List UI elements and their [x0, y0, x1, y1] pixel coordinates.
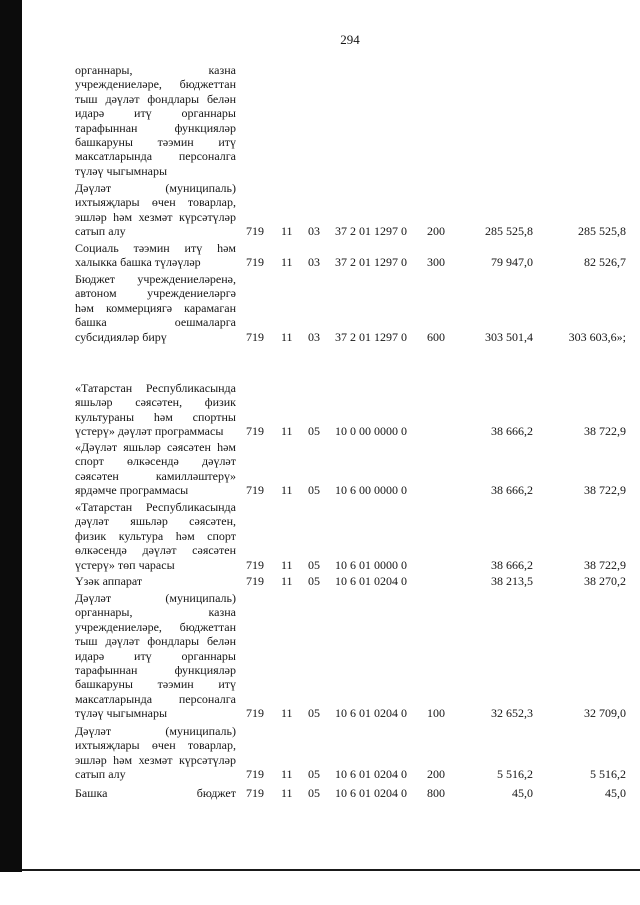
expense-type-code: 800	[427, 786, 445, 800]
expense-type-code: 300	[427, 255, 445, 270]
target-article-code: 10 6 01 0204 0	[335, 786, 407, 800]
description-line: ихтыяҗлары өчен товарлар,	[75, 738, 236, 753]
subsection-code: 05	[308, 767, 320, 782]
description-line: Дәүләт (муниципаль)	[75, 591, 236, 605]
description-line: физик культура һәм спорт	[75, 528, 236, 543]
section-code: 11	[281, 557, 293, 572]
target-article-code: 10 6 00 0000 0	[335, 483, 407, 498]
table-row	[0, 724, 640, 782]
amount-year-1: 38 213,5	[491, 574, 533, 588]
description-line: Социаль тәэмин итү һәм	[75, 241, 236, 255]
subsection-code: 05	[308, 706, 320, 721]
subsection-code: 05	[308, 424, 320, 439]
amount-year-2: 38 270,2	[584, 574, 626, 588]
table-row	[0, 272, 640, 344]
description-line: түләү чыгымнары	[75, 163, 168, 178]
amount-year-2: 38 722,9	[584, 424, 626, 439]
target-article-code: 37 2 01 1297 0	[335, 329, 407, 344]
amount-year-1: 38 666,2	[491, 424, 533, 439]
amount-year-1: 38 666,2	[491, 557, 533, 572]
target-article-code: 10 6 01 0204 0	[335, 706, 407, 721]
description-line: өлкәсендә дәүләт сәясәтен	[75, 543, 236, 558]
description-line: тыш дәүләт фондлары белән	[75, 91, 236, 106]
expense-type-code: 100	[427, 706, 445, 721]
table-row	[0, 786, 640, 800]
row-description	[75, 241, 236, 270]
target-article-code: 37 2 01 1297 0	[335, 224, 407, 239]
description-line: башкаруны тәэмин итү	[75, 677, 236, 692]
amount-year-2: 45,0	[605, 786, 626, 800]
amount-year-1: 285 525,8	[485, 224, 533, 239]
description-line: халыкка башка түләүләр	[75, 255, 201, 270]
expense-type-code: 200	[427, 224, 445, 239]
description-line: Дәүләт (муниципаль)	[75, 181, 236, 195]
section-code: 11	[281, 786, 293, 800]
subsection-code: 03	[308, 255, 320, 270]
amount-year-2: 32 709,0	[584, 706, 626, 721]
table-row	[0, 500, 640, 572]
description-line: сәясәтен камилләштерү»	[75, 468, 236, 483]
table-row	[0, 591, 640, 721]
description-line: үстерү» төп чарасы	[75, 557, 175, 572]
description-line: автоном учреждениеләргә	[75, 286, 236, 301]
amount-year-1: 79 947,0	[491, 255, 533, 270]
description-line: сатып алу	[75, 224, 126, 239]
description-line: органнары, казна	[75, 63, 236, 77]
subsection-code: 03	[308, 224, 320, 239]
description-line: үстерү» дәүләт программасы	[75, 424, 224, 439]
description-line: эшләр һәм хезмәт күрсәтүләр	[75, 752, 236, 767]
description-line: түләү чыгымнары	[75, 706, 168, 721]
description-line: спорт өлкәсендә дәүләт	[75, 454, 236, 469]
row-description	[75, 724, 236, 782]
description-line: ихтыяҗлары өчен товарлар,	[75, 195, 236, 210]
description-line: һәм коммерциягә карамаган	[75, 300, 236, 315]
amount-year-1: 5 516,2	[497, 767, 533, 782]
description-line: учреждениеләре, бюджеттан	[75, 619, 236, 634]
amount-year-1: 45,0	[512, 786, 533, 800]
section-code: 11	[281, 424, 293, 439]
table-row	[0, 63, 640, 178]
amount-year-1: 38 666,2	[491, 483, 533, 498]
description-line: Бюджет учреждениеләренә,	[75, 272, 236, 286]
description-line: идарә итү органнары	[75, 106, 236, 121]
description-line: максатларында персоналга	[75, 149, 236, 164]
description-line: тарафыннан функцияләр	[75, 662, 236, 677]
section-code: 11	[281, 255, 293, 270]
description-line: дәүләт яшьләр сәясәтен,	[75, 514, 236, 529]
target-article-code: 10 0 00 0000 0	[335, 424, 407, 439]
subsection-code: 05	[308, 557, 320, 572]
description-line: «Дәүләт яшьләр сәясәтен һәм	[75, 440, 236, 454]
target-article-code: 10 6 01 0000 0	[335, 557, 407, 572]
amount-year-2: 285 525,8	[578, 224, 626, 239]
description-line: тыш дәүләт фондлары белән	[75, 634, 236, 649]
description-line: Дәүләт (муниципаль)	[75, 724, 236, 738]
section-code: 11	[281, 706, 293, 721]
expense-type-code: 600	[427, 329, 445, 344]
row-description	[75, 574, 236, 588]
description-line: максатларында персоналга	[75, 691, 236, 706]
target-article-code: 37 2 01 1297 0	[335, 255, 407, 270]
row-description	[75, 500, 236, 572]
description-line: Үзәк аппарат	[75, 574, 143, 588]
description-line: субсидияләр бирү	[75, 329, 167, 344]
target-article-code: 10 6 01 0204 0	[335, 574, 407, 588]
section-code: 11	[281, 483, 293, 498]
amount-year-2: 38 722,9	[584, 483, 626, 498]
subsection-code: 05	[308, 483, 320, 498]
description-line: ярдәмче программасы	[75, 483, 189, 498]
ministry-code: 719	[246, 574, 264, 588]
row-description	[75, 440, 236, 498]
ministry-code: 719	[246, 329, 264, 344]
row-description	[75, 272, 236, 344]
description-line: тарафыннан функцияләр	[75, 120, 236, 135]
description-line: идарә итү органнары	[75, 648, 236, 663]
table-row	[0, 440, 640, 498]
ministry-code: 719	[246, 255, 264, 270]
row-description	[75, 591, 236, 721]
table-row	[0, 574, 640, 588]
subsection-code: 05	[308, 786, 320, 800]
amount-year-1: 32 652,3	[491, 706, 533, 721]
description-line: Башка бюджет	[75, 786, 236, 800]
ministry-code: 719	[246, 786, 264, 800]
description-line: яшьләр сәясәтен, физик	[75, 395, 236, 410]
scan-bottom-edge	[22, 869, 640, 871]
ministry-code: 719	[246, 557, 264, 572]
amount-year-2: 303 603,6»;	[568, 329, 626, 344]
description-line: культураны һәм спортны	[75, 409, 236, 424]
table-row	[0, 241, 640, 270]
section-code: 11	[281, 224, 293, 239]
subsection-code: 05	[308, 574, 320, 588]
description-line: сатып алу	[75, 767, 126, 782]
description-line: «Татарстан Республикасында	[75, 381, 236, 395]
amount-year-2: 5 516,2	[590, 767, 626, 782]
page-number: 294	[340, 32, 360, 47]
amount-year-1: 303 501,4	[485, 329, 533, 344]
scan-edge	[0, 0, 22, 872]
ministry-code: 719	[246, 706, 264, 721]
description-line: «Татарстан Республикасында	[75, 500, 236, 514]
section-code: 11	[281, 574, 293, 588]
row-description	[75, 381, 236, 439]
section-code: 11	[281, 767, 293, 782]
subsection-code: 03	[308, 329, 320, 344]
description-line: учреждениеләре, бюджеттан	[75, 77, 236, 92]
row-description	[75, 63, 236, 178]
ministry-code: 719	[246, 224, 264, 239]
table-row	[0, 181, 640, 239]
expense-type-code: 200	[427, 767, 445, 782]
target-article-code: 10 6 01 0204 0	[335, 767, 407, 782]
ministry-code: 719	[246, 767, 264, 782]
description-line: башкаруны тәэмин итү	[75, 134, 236, 149]
amount-year-2: 82 526,7	[584, 255, 626, 270]
table-row	[0, 381, 640, 439]
description-line: башка оешмаларга	[75, 315, 236, 330]
row-description	[75, 181, 236, 239]
row-description	[75, 786, 236, 800]
description-line: эшләр һәм хезмәт күрсәтүләр	[75, 209, 236, 224]
ministry-code: 719	[246, 483, 264, 498]
section-code: 11	[281, 329, 293, 344]
description-line: органнары, казна	[75, 605, 236, 620]
ministry-code: 719	[246, 424, 264, 439]
amount-year-2: 38 722,9	[584, 557, 626, 572]
